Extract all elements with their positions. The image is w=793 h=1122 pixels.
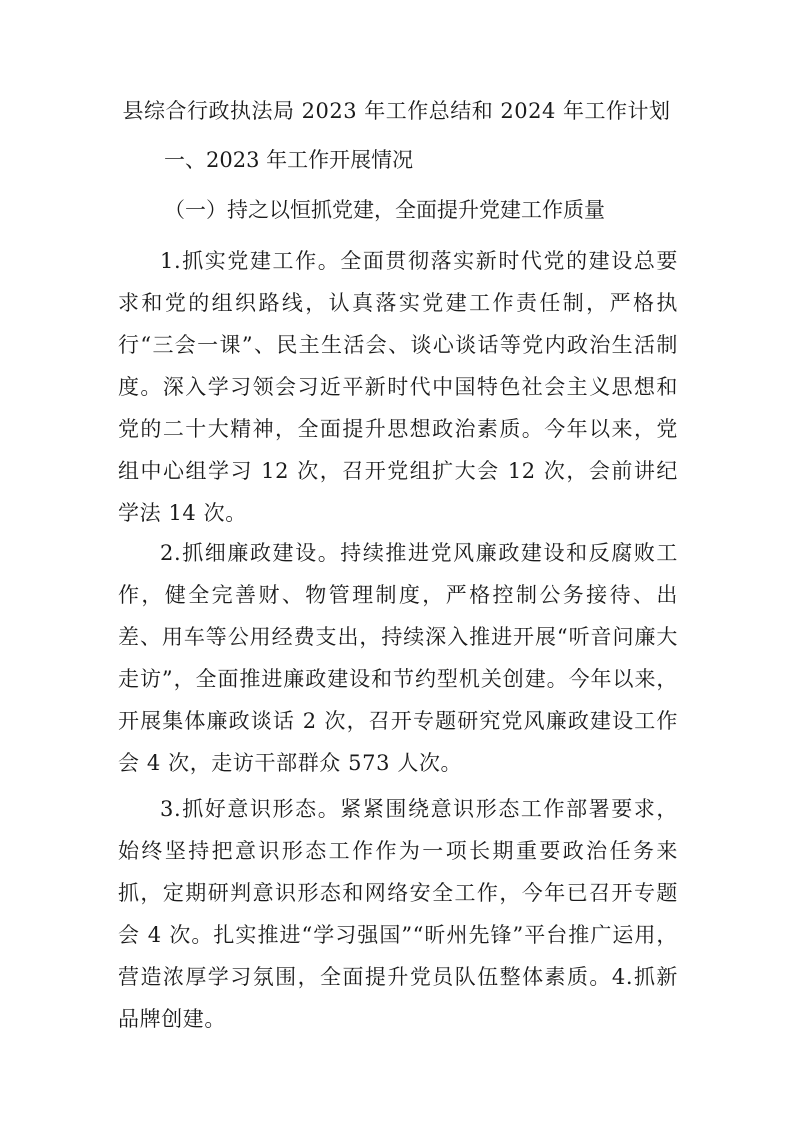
subsection-heading: （一）持之以恒抓党建，全面提升党建工作质量 [164, 198, 605, 222]
paragraph-ideology: 3.抓好意识形态。紧紧围绕意识形态工作部署要求，始终坚持把意识形态工作作为一项长期重要政治任务来抓，定期研判意识形态和网络安全工作，今年已召开专题会 4 次。扎实推进“学习强国”“昕州先锋”平台推广运用，营造浓厚学习氛围，全面提升党员队伍整体素质。4.抓新品牌创建。 [118, 797, 678, 1031]
section-heading: 一、2023 年工作开展情况 [164, 148, 414, 172]
document-title: 县综合行政执法局 2023 年工作总结和 2024 年工作计划 [122, 99, 671, 123]
paragraph-clean-government: 2.抓细廉政建设。持续推进党风廉政建设和反腐败工作，健全完善财、物管理制度，严格控制公务接待、出差、用车等公用经费支出，持续深入推进开展“听音问廉大走访”，全面推进廉政建设和节约型机关创建。今年以来，开展集体廉政谈话 2 次，召开专题研究党风廉政建设工作会 4 次，走访干部群众 573 人次。 [118, 541, 678, 775]
paragraph-party-building: 1.抓实党建工作。全面贯彻落实新时代党的建设总要求和党的组织路线，认真落实党建工作责任制，严格执行“三会一课”、民主生活会、谈心谈话等党内政治生活制度。深入学习领会习近平新时代中国特色社会主义思想和党的二十大精神，全面提升思想政治素质。今年以来，党组中心组学习 12 次，召开党组扩大会 12 次，会前讲纪学法 14 次。 [118, 249, 678, 525]
